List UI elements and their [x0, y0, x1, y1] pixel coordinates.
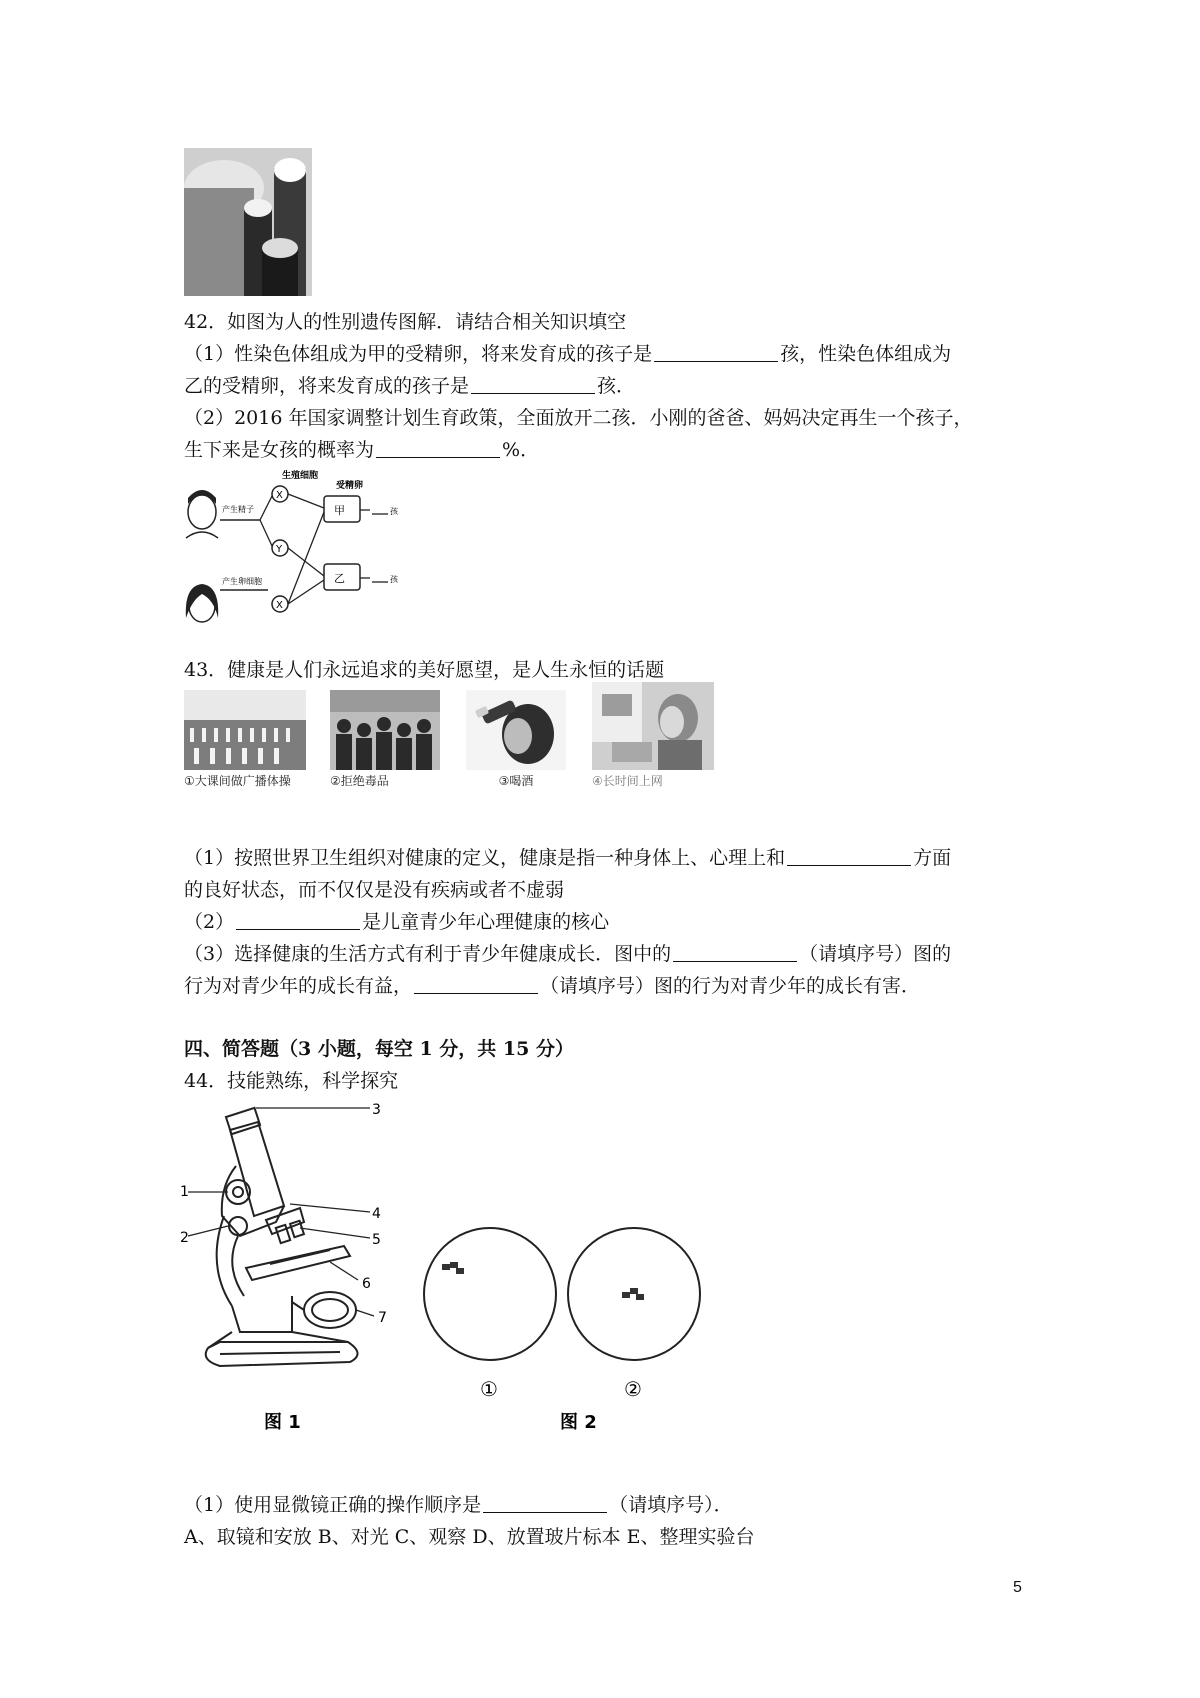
specimen-2 — [622, 1288, 644, 1300]
q43-p2b: 是儿童青少年心理健康的核心 — [362, 911, 610, 933]
q43-part3-line2 — [184, 973, 920, 999]
circle-1-label: ① — [480, 1377, 498, 1401]
q43-p3d: （请填序号）图的行为对青少年的成长有害． — [540, 975, 921, 997]
q42-blank-1[interactable] — [654, 343, 778, 362]
specimen-1 — [442, 1262, 464, 1274]
photo-4-caption: ④长时间上网 — [592, 770, 714, 792]
part-label-4: 4 — [372, 1206, 381, 1222]
microscope-icon — [206, 1108, 358, 1366]
father-icon — [186, 490, 218, 538]
egg-x: X — [276, 600, 283, 611]
q43-stem: 43．健康是人们永远追求的美好愿望，是人生永恒的话题 — [184, 659, 665, 681]
q42-p2c: %． — [502, 439, 540, 461]
q42-stem: 42．如图为人的性别遗传图解．请结合相关知识填空 — [184, 311, 627, 333]
health-photo-4 — [592, 682, 714, 792]
circle-2-label: ② — [624, 1377, 642, 1401]
father-label: 产生精子 — [222, 505, 254, 514]
q43-p3a: （3）选择健康的生活方式有利于青少年健康成长．图中的 — [184, 943, 672, 965]
section4-heading: 四、简答题（3 小题，每空 1 分，共 15 分） — [184, 1038, 574, 1060]
microscope-figure — [180, 1096, 720, 1436]
part-label-5: 5 — [372, 1232, 381, 1248]
q42-part2-line2 — [184, 437, 539, 463]
q43-p1b: 方面 — [913, 847, 952, 869]
child-label-2: 孩 — [390, 575, 398, 584]
q43-p3c: 行为对青少年的成长有益， — [184, 975, 413, 997]
q42-part1-line1 — [184, 341, 951, 367]
part-label-7: 7 — [378, 1310, 387, 1326]
q44-stem: 44．技能熟练，科学探究 — [184, 1070, 399, 1092]
part-label-2: 2 — [180, 1230, 189, 1246]
bottles-photo — [184, 148, 312, 296]
child-label-1: 孩 — [390, 507, 398, 516]
photo-1-caption: ①大课间做广播体操 — [184, 770, 306, 792]
germ-cell-label: 生殖细胞 — [282, 471, 319, 481]
q42-part2-line1: （2）2016 年国家调整计划生育政策，全面放开二孩．小刚的爸爸、妈妈决定再生一个孩子， — [184, 407, 973, 429]
mother-label: 产生卵细胞 — [222, 577, 262, 586]
q43-p2a: （2） — [184, 911, 235, 933]
page-number: 5 — [1013, 1579, 1022, 1596]
q43-part1-line1 — [184, 845, 951, 871]
q43-p3b: （请填序号）图的 — [799, 943, 952, 965]
part-label-1: 1 — [180, 1184, 189, 1200]
q42-p1b: 孩，性染色体组成为 — [780, 343, 952, 365]
fig2-caption: 图 2 — [560, 1412, 597, 1433]
q42-blank-2[interactable] — [471, 375, 595, 394]
bottles-image — [184, 148, 312, 296]
q43-part1-line2: 的良好状态，而不仅仅是没有疾病或者不虚弱 — [184, 879, 565, 901]
q43-part3-line1 — [184, 941, 951, 967]
view-circle-1 — [424, 1228, 556, 1360]
health-photo-1 — [184, 690, 306, 792]
zygote-label: 受精卵 — [336, 481, 364, 491]
q44-p1a: （1）使用显微镜正确的操作顺序是 — [184, 1494, 482, 1516]
q43-blank-4[interactable] — [414, 975, 538, 994]
q44-p1b: （请填序号）． — [609, 1494, 733, 1516]
q42-blank-3[interactable] — [376, 439, 500, 458]
health-photo-2 — [330, 690, 440, 792]
zygote-yi: 乙 — [334, 572, 345, 585]
q42-part1-line2 — [184, 373, 635, 399]
sex-inheritance-diagram — [184, 468, 404, 634]
zygote-jia: 甲 — [334, 504, 345, 517]
q42-p1c: 乙的受精卵，将来发育成的孩子是 — [184, 375, 470, 397]
q44-options: A、取镜和安放 B、对光 C、观察 D、放置玻片标本 E、整理实验台 — [184, 1526, 755, 1548]
q43-blank-1[interactable] — [787, 847, 911, 866]
q42-p1a: （1）性染色体组成为甲的受精卵，将来发育成的孩子是 — [184, 343, 653, 365]
q42-p1d: 孩． — [597, 375, 636, 397]
q43-p1a: （1）按照世界卫生组织对健康的定义，健康是指一种身体上、心理上和 — [184, 847, 786, 869]
fig1-caption: 图 1 — [264, 1412, 301, 1433]
q42-p2b: 生下来是女孩的概率为 — [184, 439, 375, 461]
mother-icon — [186, 584, 218, 622]
q44-part1 — [184, 1492, 733, 1518]
photo-3-caption: ③喝酒 — [466, 770, 566, 792]
photo-2-caption: ②拒绝毒品 — [330, 770, 440, 792]
part-label-3: 3 — [372, 1102, 381, 1118]
q44-blank-1[interactable] — [483, 1494, 607, 1513]
q43-blank-3[interactable] — [673, 943, 797, 962]
sperm-y: Y — [276, 544, 283, 555]
part-label-6: 6 — [362, 1276, 371, 1292]
q43-part2 — [184, 909, 609, 935]
q43-blank-2[interactable] — [236, 911, 360, 930]
health-photo-3 — [466, 690, 566, 792]
sperm-x: X — [276, 490, 283, 501]
